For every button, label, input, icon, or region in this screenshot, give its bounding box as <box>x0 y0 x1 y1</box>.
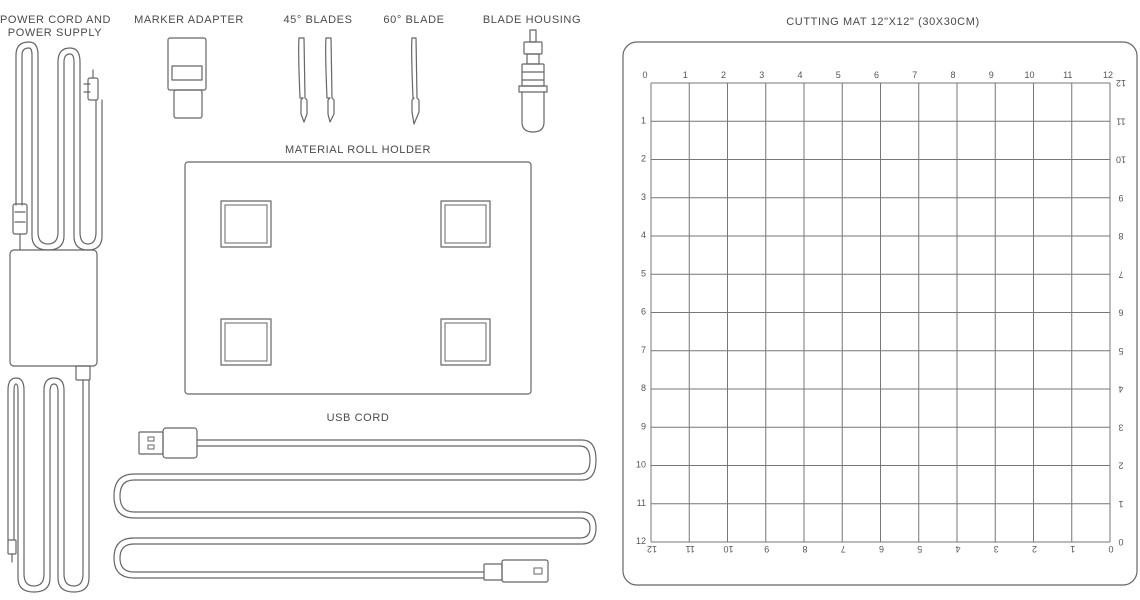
mat-top-number: 0 <box>642 70 648 80</box>
mat-right-number: 7 <box>1118 269 1124 280</box>
material-roll-holder <box>185 162 531 394</box>
mat-top-number: 12 <box>1102 70 1114 80</box>
mat-left-number: 9 <box>640 421 646 432</box>
usb-cord <box>114 428 596 582</box>
mat-left-number: 12 <box>635 536 646 546</box>
mat-top-number: 7 <box>912 70 918 80</box>
mat-left-number: 7 <box>640 344 646 355</box>
mat-right-number: 5 <box>1118 345 1124 356</box>
mat-top-number: 11 <box>1063 70 1073 80</box>
roll-holder-slot <box>441 201 490 247</box>
mat-right-number: 3 <box>1118 422 1124 433</box>
mat-top-number: 8 <box>950 70 956 80</box>
power-supply-brick <box>10 250 97 366</box>
mat-right-number: 12 <box>1115 78 1127 88</box>
mat-left-number: 4 <box>640 230 646 240</box>
roll-holder-slot <box>221 319 271 365</box>
power-cord <box>8 42 102 592</box>
mat-right-number: 10 <box>1115 154 1127 165</box>
power-cord-label-line2: POWER SUPPLY <box>7 27 103 39</box>
mat-left-number: 5 <box>640 268 646 279</box>
blade-housing-label: BLADE HOUSING <box>482 14 582 26</box>
roll-holder-slot <box>441 319 490 365</box>
blade-housing <box>519 30 547 132</box>
marker-adapter <box>168 38 206 118</box>
mat-right-number: 9 <box>1118 192 1124 203</box>
usb-cord-label: USB CORD <box>326 412 390 424</box>
mat-right-number: 2 <box>1118 460 1124 471</box>
blade-60 <box>412 38 419 124</box>
mat-left-number: 3 <box>640 191 646 202</box>
mat-top-number: 6 <box>873 70 880 80</box>
mat-right-number: 1 <box>1118 498 1124 509</box>
mat-bottom-number: 9 <box>764 544 770 554</box>
mat-top-number: 4 <box>797 70 803 80</box>
mat-right-number: 8 <box>1118 231 1124 241</box>
mat-bottom-number: 2 <box>1031 544 1038 554</box>
mat-bottom-number: 3 <box>993 544 999 554</box>
mat-right-number: 4 <box>1118 384 1124 394</box>
mat-bottom-number: 11 <box>685 544 695 554</box>
mat-left-number: 2 <box>640 153 646 164</box>
roll-holder-slot <box>221 201 271 247</box>
mat-top-number: 9 <box>988 70 994 80</box>
cutting-mat-label: CUTTING MAT 12"X12" (30X30CM) <box>786 16 980 28</box>
power-cord-label-line1: POWER CORD AND <box>0 14 112 26</box>
mat-top-number: 1 <box>682 70 688 80</box>
mat-left-number: 8 <box>640 383 646 393</box>
mat-right-number: 0 <box>1118 537 1124 547</box>
mat-top-number: 3 <box>759 70 765 80</box>
marker-adapter-label: MARKER ADAPTER <box>134 14 244 26</box>
mat-right-number: 11 <box>1116 116 1126 127</box>
mat-bottom-number: 0 <box>1108 544 1114 554</box>
mat-top-number: 2 <box>720 70 727 80</box>
blades-45 <box>299 38 334 122</box>
mat-left-number: 1 <box>640 115 646 126</box>
mat-bottom-number: 12 <box>646 544 658 554</box>
cutting-mat-grid <box>651 83 1110 542</box>
mat-bottom-number: 10 <box>723 544 734 554</box>
mat-bottom-number: 4 <box>955 544 961 554</box>
mat-bottom-number: 7 <box>840 544 846 554</box>
mat-right-number: 6 <box>1118 307 1124 318</box>
blade-60-label: 60° BLADE <box>383 14 445 26</box>
mat-bottom-number: 6 <box>878 544 885 554</box>
mat-bottom-number: 5 <box>917 544 923 554</box>
mat-left-number: 11 <box>636 497 646 508</box>
mat-bottom-number: 1 <box>1070 544 1076 554</box>
mat-left-number: 6 <box>640 306 646 317</box>
blades-45-label: 45° BLADES <box>283 14 353 26</box>
mat-left-number: 10 <box>635 459 646 470</box>
roll-holder-label: MATERIAL ROLL HOLDER <box>284 144 432 156</box>
cutting-mat <box>623 42 1137 585</box>
mat-bottom-number: 8 <box>802 544 808 554</box>
mat-top-number: 5 <box>835 70 841 80</box>
mat-top-number: 10 <box>1024 70 1035 80</box>
